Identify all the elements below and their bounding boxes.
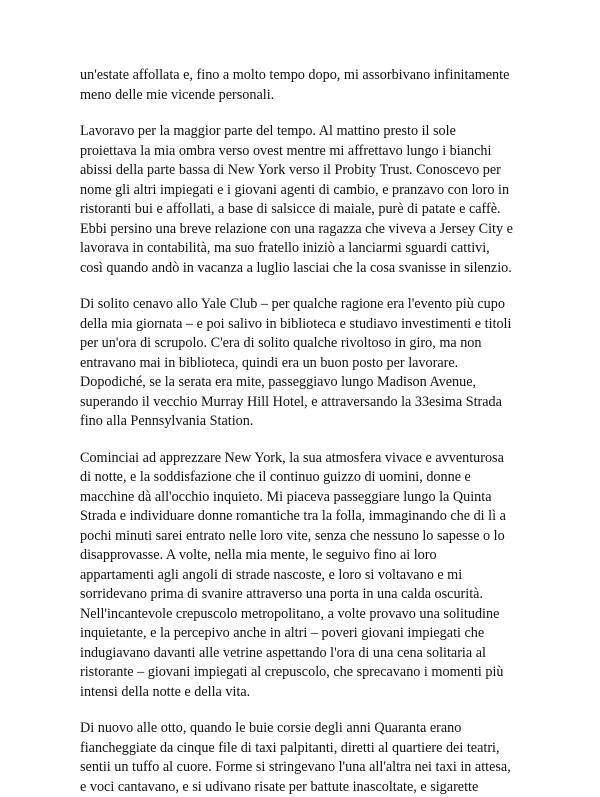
text-line: Di nuovo alle otto, quando le buie corsie degli anni Quaranta erano (80, 719, 560, 739)
text-line: Lavoravo per la maggior parte del tempo. Al mattino presto il sole (80, 122, 560, 142)
text-line: fino alla Pennsylvania Station. (80, 412, 560, 432)
text-line: fiancheggiate da cinque file di taxi palpitanti, diretti al quartiere dei teatri, (80, 739, 560, 759)
text-line: indugiavano davanti alle vetrine aspettando l'ora di una cena solitaria al (80, 644, 560, 664)
text-line: Cominciai ad apprezzare New York, la sua atmosfera vivace e avventurosa (80, 449, 560, 469)
text-line: pochi minuti sarei entrato nelle loro vite, senza che nessuno lo sapesse o lo (80, 527, 560, 547)
text-line: Dopodiché, se la serata era mite, passeggiavo lungo Madison Avenue, (80, 373, 560, 393)
text-line: della mia giornata – e poi salivo in biblioteca e studiavo investimenti e titoli (80, 315, 560, 335)
text-line: sentii un tuffo al cuore. Forme si stringevano l'una all'altra nei taxi in attesa, (80, 758, 560, 778)
text-line: superando il vecchio Murray Hill Hotel, e attraversando la 33esima Strada (80, 393, 560, 413)
text-line: sorridevano prima di svanire attraverso una porta in una calda oscurità. (80, 585, 560, 605)
paragraph-3 (80, 295, 560, 432)
text-line: intensi della notte e della vita. (80, 683, 560, 703)
text-line: meno delle mie vicende personali. (80, 86, 560, 106)
text-line: lavorava in contabilità, ma suo fratello iniziò a lanciarmi sguardi cattivi, (80, 239, 560, 259)
paragraph-5 (80, 719, 560, 797)
text-line: Ebbi persino una breve relazione con una ragazza che viveva a Jersey City e (80, 220, 560, 240)
text-line: di notte, e la soddisfazione che il continuo guizzo di uomini, donne e (80, 468, 560, 488)
text-line: inquietante, e la percepivo anche in altri – poveri giovani impiegati che (80, 624, 560, 644)
text-line: e voci cantavano, e si udivano risate per battute inascoltate, e sigarette (80, 778, 560, 797)
text-line: un'estate affollata e, fino a molto tempo dopo, mi assorbivano infinitamente (80, 66, 560, 86)
text-line: appartamenti agli angoli di strade nascoste, e loro si voltavano e mi (80, 566, 560, 586)
text-line: Strada e individuare donne romantiche tra la folla, immaginando che di lì a (80, 507, 560, 527)
text-line: per un'ora di scrupolo. C'era di solito qualche rivoltoso in giro, ma non (80, 334, 560, 354)
text-line: entravano mai in biblioteca, quindi era un buon posto per lavorare. (80, 354, 560, 374)
paragraph-4 (80, 449, 560, 703)
text-line: Di solito cenavo allo Yale Club – per qualche ragione era l'evento più cupo (80, 295, 560, 315)
text-line: nome gli altri impiegati e i giovani agenti di cambio, e pranzavo con loro in (80, 181, 560, 201)
text-line: proiettava la mia ombra verso ovest mentre mi affrettavo lungo i bianchi (80, 142, 560, 162)
text-line: ristoranti bui e affollati, a base di salsicce di maiale, purè di patate e caffè. (80, 200, 560, 220)
paragraph-1 (80, 66, 560, 105)
text-line: Nell'incantevole crepuscolo metropolitano, a volte provavo una solitudine (80, 605, 560, 625)
text-line: ristorante – giovani impiegati al crepuscolo, che sprecavano i momenti più (80, 663, 560, 683)
text-line: macchine dà all'occhio inquieto. Mi piaceva passeggiare lungo la Quinta (80, 488, 560, 508)
paragraph-2 (80, 122, 560, 278)
text-line: abissi della parte bassa di New York verso il Probity Trust. Conoscevo per (80, 161, 560, 181)
text-line: disapprovasse. A volte, nella mia mente, le seguivo fino ai loro (80, 546, 560, 566)
text-line: così quando andò in vacanza a luglio lasciai che la cosa svanisse in silenzio. (80, 259, 560, 279)
